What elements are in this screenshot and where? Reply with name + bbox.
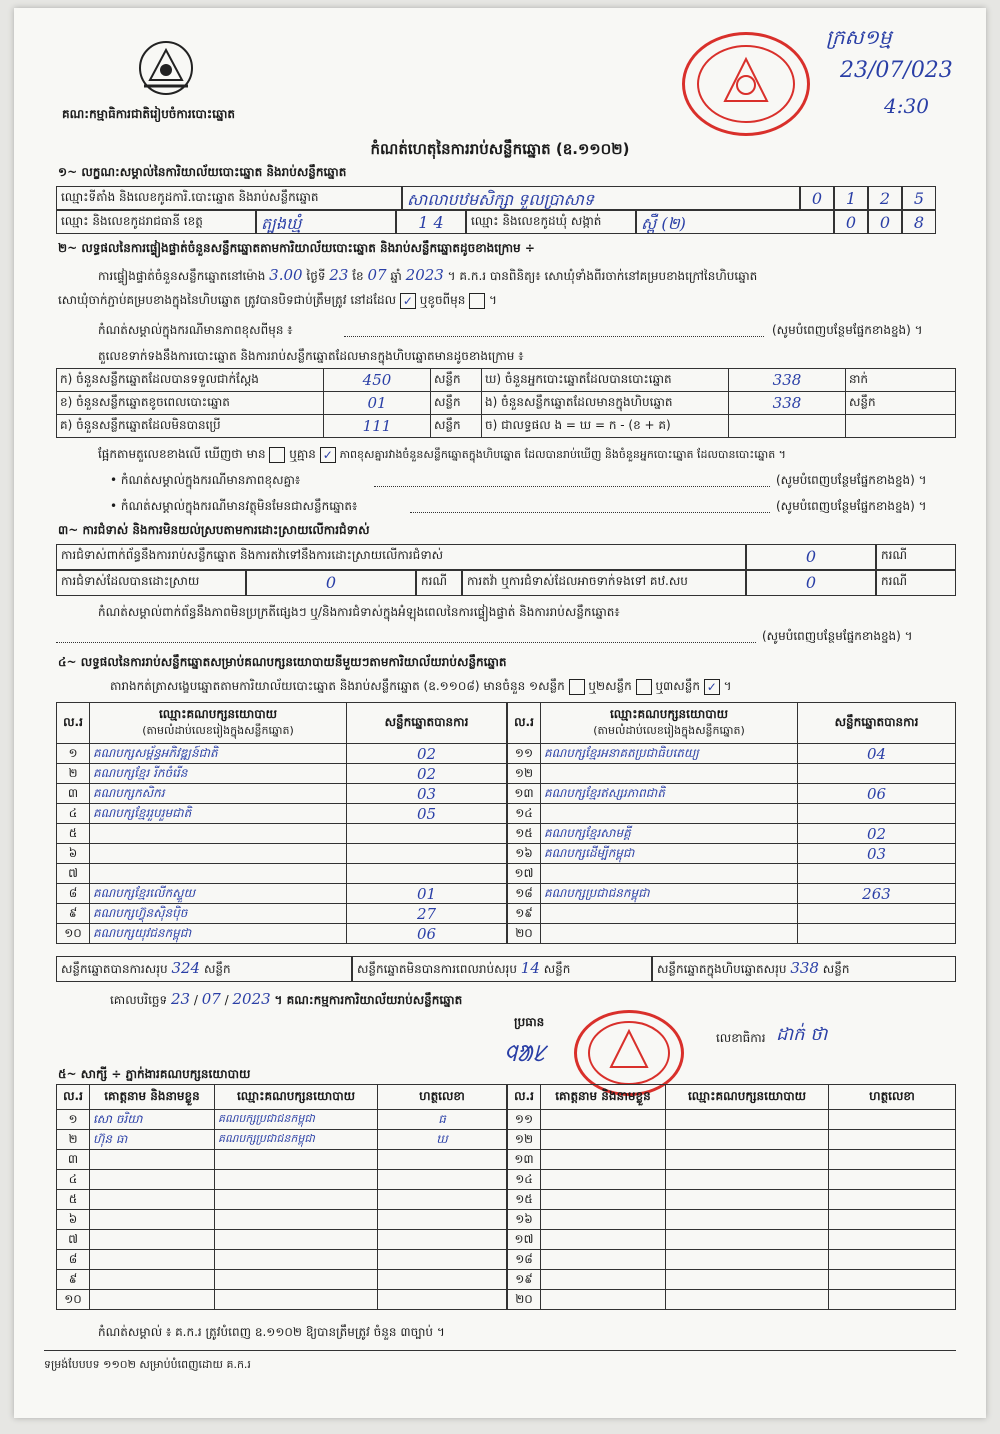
bullet-foreign-object: • កំណត់សម្គាល់ក្នុងករណីមានវត្ថុមិនមែនជាសន្លឹកឆ្នោត៖	[110, 499, 358, 513]
irregularity-note: កំណត់សម្គាល់ពាក់ព័ន្ធនឹងភាពមិនប្រក្រតីផ្សេងៗ ឬ/និងការជំទាស់ក្នុងអំឡុងពេលនៃការផ្ទៀងផ្ទាត់ និងការរាប់សន្លឹកឆ្នោត៖	[98, 605, 620, 619]
witness-signature	[829, 1170, 956, 1190]
site-name-label: ឈ្មោះទីតាំង និងលេខកូដការិ.បោះឆ្នោត និងរាប់សន្លឹកឆ្នោត	[56, 186, 402, 210]
row-number: ១	[57, 1110, 90, 1130]
row-number: ១០	[57, 1290, 90, 1310]
col-no: ល.រ	[57, 703, 90, 744]
witness-name	[541, 1230, 666, 1250]
party-name: គណបក្សដើម្បីកម្ពុជា	[541, 844, 798, 864]
col-party: ឈ្មោះគណបក្សនយោបាយ (តាមលំដាប់លេខរៀងក្នុងសន្លឹកឆ្នោត)	[90, 703, 347, 744]
witness-name	[541, 1190, 666, 1210]
commune-value: ស្ពឺ (២)	[636, 210, 834, 234]
party-votes: 03	[347, 784, 507, 804]
counts-row	[57, 369, 956, 392]
party-result-row	[57, 844, 507, 864]
party-votes	[798, 924, 956, 944]
commission-name: គណ:កម្មាធិការជាតិរៀបចំការបោះឆ្នោត	[62, 107, 236, 121]
handwritten-time: 4:30	[884, 94, 929, 118]
one-sheet-checkbox[interactable]	[569, 679, 585, 695]
party-votes	[798, 764, 956, 784]
count-unit-2	[846, 415, 956, 438]
official-red-stamp-icon	[682, 32, 810, 136]
witness-party	[215, 1210, 378, 1230]
witness-signature	[829, 1210, 956, 1230]
party-votes: 03	[798, 844, 956, 864]
row-number: ១៣	[508, 1150, 541, 1170]
party-name	[541, 904, 798, 924]
witness-party	[666, 1130, 829, 1150]
commune-label: ឈ្មោះ និងលេខកូដឃុំ សង្កាត់	[466, 210, 636, 234]
party-name	[90, 844, 347, 864]
row-number: ៥	[57, 824, 90, 844]
witness-row	[57, 1290, 507, 1310]
party-name: គណបក្សខ្មែរលើកស្ទួយ	[90, 884, 347, 904]
party-votes	[347, 844, 507, 864]
irregularity-note-line[interactable]	[56, 642, 756, 643]
count-value: 111	[324, 415, 431, 438]
resolved-unit: ករណី	[416, 570, 462, 596]
row-number: ៣	[57, 1150, 90, 1170]
witness-signature	[829, 1270, 956, 1290]
seal-check-line: សោឃុំចាក់ភ្ជាប់គម្របខាងក្នុងនៃហិបឆ្នោត ត្រូវបានបិទជាប់ត្រឹមត្រូវ នៅដដែល ✓ ឬខូចពីមុន ។	[58, 293, 497, 308]
party-votes	[798, 804, 956, 824]
footer-note: កំណត់សម្គាល់ ៖ គ.ក.រ ត្រូវបំពេញ ឧ.១១០២ ឱ្យបានត្រឹមត្រូវ ចំនួន ៣ច្បាប់ ។	[98, 1325, 445, 1339]
witness-party	[215, 1290, 378, 1310]
party-votes	[347, 824, 507, 844]
commune-code-digit: 0	[834, 210, 868, 234]
province-value: ត្បូងឃ្មុំ	[256, 210, 396, 234]
row-number: ៣	[57, 784, 90, 804]
witness-name	[541, 1150, 666, 1170]
row-number: ៦	[57, 1210, 90, 1230]
row-number: ១៤	[508, 804, 541, 824]
party-name: គណបក្សខ្មែរ រីកចំរើន	[90, 764, 347, 784]
party-result-row	[508, 904, 956, 924]
col-votes: សន្លឹកឆ្នោតបានការ	[347, 703, 507, 744]
secretary-signature: ដាក់ ថា	[776, 1024, 828, 1045]
two-sheets-checkbox[interactable]	[636, 679, 652, 695]
witness-row	[508, 1250, 956, 1270]
section5-heading: ៥~ សាក្សី ÷ ភ្នាក់ងារគណបក្សនយោបាយ	[58, 1067, 251, 1081]
witness-row	[508, 1230, 956, 1250]
witness-row	[57, 1170, 507, 1190]
witness-party	[215, 1170, 378, 1190]
resolved-label: ការជំទាស់ដែលបានដោះស្រាយ	[56, 570, 246, 596]
row-number: ១៦	[508, 1210, 541, 1230]
party-result-row	[508, 744, 956, 764]
row-number: ៤	[57, 1170, 90, 1190]
form-title: កំណត់ហេតុនៃការរាប់សន្លឹកឆ្នោត (ឧ.១១០២)	[370, 140, 630, 158]
witness-signature	[829, 1150, 956, 1170]
witness-name	[90, 1250, 215, 1270]
witness-row	[508, 1290, 956, 1310]
witness-row	[508, 1110, 956, 1130]
witness-row	[57, 1110, 507, 1130]
party-result-row	[57, 744, 507, 764]
verification-month: 07	[367, 266, 387, 284]
party-name	[541, 764, 798, 784]
row-number: ៩	[57, 1270, 90, 1290]
party-result-row	[57, 764, 507, 784]
party-result-row	[57, 864, 507, 884]
col-party: ឈ្មោះគណបក្សនយោបាយ	[666, 1085, 829, 1110]
section1-heading: ១~ លក្ខណ:សម្គាល់នៃការិយាល័យបោះឆ្នោត និងរាប់សន្លឹកឆ្នោត	[58, 165, 347, 179]
witness-signature	[378, 1170, 507, 1190]
appeal-unit: ករណី	[876, 570, 956, 596]
party-name	[541, 924, 798, 944]
party-name: គណបក្សហ៊្វុនស៊ិនប៉ិច	[90, 904, 347, 924]
witness-signature	[829, 1130, 956, 1150]
site-code-digit: 2	[868, 186, 902, 210]
chair-label: ប្រធាន	[514, 1015, 545, 1029]
count-value: 450	[324, 369, 431, 392]
witness-row	[508, 1150, 956, 1170]
col-party: ឈ្មោះគណបក្សនយោបាយ	[215, 1085, 378, 1110]
site-code-digit: 5	[902, 186, 936, 210]
party-votes	[347, 864, 507, 884]
row-number: ១២	[508, 1130, 541, 1150]
count-value-2	[729, 415, 846, 438]
witness-row	[508, 1210, 956, 1230]
witness-name	[90, 1150, 215, 1170]
row-number: ១៣	[508, 784, 541, 804]
party-result-row	[508, 784, 956, 804]
party-votes: 27	[347, 904, 507, 924]
party-result-row	[57, 824, 507, 844]
site-code-digit: 1	[834, 186, 868, 210]
box-total-value: 338	[790, 959, 819, 977]
row-number: ១៩	[508, 904, 541, 924]
party-name: គណបក្សកសិករ	[90, 784, 347, 804]
party-result-row	[508, 804, 956, 824]
objection-value: 0	[746, 544, 876, 570]
witness-party	[215, 1270, 378, 1290]
party-result-row	[57, 784, 507, 804]
party-name: គណបក្សខ្មែរសាមគ្គី	[541, 824, 798, 844]
resolved-value: 0	[246, 570, 416, 596]
witness-name	[90, 1270, 215, 1290]
verification-day: 23	[329, 266, 349, 284]
witness-party	[666, 1270, 829, 1290]
party-name: គណបក្សប្រជាជនកម្ពុជា	[541, 884, 798, 904]
party-votes: 02	[798, 824, 956, 844]
party-result-row	[57, 884, 507, 904]
party-result-row	[508, 844, 956, 864]
party-name	[541, 804, 798, 824]
witness-name	[541, 1210, 666, 1230]
witness-table-left	[56, 1084, 507, 1310]
witness-party	[666, 1170, 829, 1190]
footer-divider	[44, 1350, 956, 1351]
witness-row	[57, 1210, 507, 1230]
party-votes: 04	[798, 744, 956, 764]
section4-heading: ៤~ លទ្ធផលនៃការរាប់សន្លឹកឆ្នោតសម្រាប់គណបក្សនយោបាយនីមួយៗតាមការិយាល័យរាប់សន្លឹកឆ្នោត	[58, 655, 507, 669]
col-name: គោត្តនាម និងនាមខ្លួន	[90, 1085, 215, 1110]
witness-name	[541, 1110, 666, 1130]
invalid-total-cell: សន្លឹកឆ្នោតមិនបានការពេលរាប់សរុប 14 សន្លឹក	[352, 956, 652, 982]
row-number: ១១	[508, 1110, 541, 1130]
party-name: គណបក្សយុវជនកម្ពុជា	[90, 924, 347, 944]
witness-party	[215, 1230, 378, 1250]
count-value: 01	[324, 392, 431, 415]
witness-signature	[829, 1250, 956, 1270]
row-number: ២	[57, 1130, 90, 1150]
row-number: ១៧	[508, 864, 541, 884]
commune-code-digit: 8	[902, 210, 936, 234]
witness-row	[57, 1150, 507, 1170]
seal-note-label: កំណត់សម្គាល់ក្នុងករណីមានភាពខុសពីមុន ៖	[98, 323, 293, 337]
witness-row	[508, 1130, 956, 1150]
witness-signature	[829, 1290, 956, 1310]
party-votes: 05	[347, 804, 507, 824]
witness-signature	[378, 1190, 507, 1210]
counts-row	[57, 392, 956, 415]
handwritten-date: 23/07/023	[840, 58, 953, 83]
witness-row	[508, 1170, 956, 1190]
party-result-row	[57, 804, 507, 824]
count-unit: សន្លឹក	[431, 369, 482, 392]
witness-row	[57, 1250, 507, 1270]
witness-row	[57, 1190, 507, 1210]
party-result-row	[57, 924, 507, 944]
witness-signature	[378, 1290, 507, 1310]
row-number: ៥	[57, 1190, 90, 1210]
ballot-box-total-cell: សន្លឹកឆ្នោតក្នុងហិបឆ្នោតសរុប 338 សន្លឹក	[652, 956, 956, 982]
bullet-difference: • កំណត់សម្គាល់ក្នុងករណីមានភាពខុសគ្នា៖	[110, 473, 301, 487]
province-code: 1 4	[396, 210, 466, 234]
party-result-row	[57, 904, 507, 924]
secretary-label: លេខាធិការ	[716, 1031, 766, 1045]
count-value-2: 338	[729, 369, 846, 392]
row-number: ១៨	[508, 884, 541, 904]
witness-party	[666, 1230, 829, 1250]
has-difference-checkbox[interactable]	[269, 447, 285, 463]
witness-party	[666, 1210, 829, 1230]
row-number: ១៤	[508, 1170, 541, 1190]
col-no: ល.រ	[508, 1085, 541, 1110]
table-intro: តួលេខទាក់ទងនឹងការបោះឆ្នោត និងការរាប់សន្លឹកឆ្នោតដែលមានក្នុងហិបឆ្នោតមានដូចខាងក្រោម ៖	[98, 349, 524, 363]
witness-signature	[829, 1110, 956, 1130]
chair-signature: ᱧᱟᱥ	[504, 1042, 545, 1067]
witness-name	[90, 1230, 215, 1250]
witness-row	[57, 1270, 507, 1290]
party-votes	[798, 864, 956, 884]
row-number: ១២	[508, 764, 541, 784]
seal-note-line[interactable]	[344, 336, 764, 337]
date-line: គោលបរិច្ឆេទ 23 / 07 / 2023 ។ គណ:កម្មការការិយាល័យរាប់សន្លឹកឆ្នោត	[110, 990, 463, 1008]
count-value-2: 338	[729, 392, 846, 415]
witness-party	[215, 1150, 378, 1170]
counts-table	[56, 368, 956, 438]
count-label-2: ច) ជាលទ្ធផល ង = ឃ = ក - (ខ + គ)	[482, 415, 729, 438]
row-number: ១០	[57, 924, 90, 944]
discrepancy-line: ផ្អែកតាមតួលេខខាងលើ ឃើញថា មាន ឬគ្មាន ✓ ភាពខុសគ្នារវាងចំនួនសន្លឹកឆ្នោតក្នុងហិបឆ្នោត ដែលបានរាប់ឃើញ និងចំនួនអ្នកបោះឆ្នោត ដែលបានបោះឆ្នោត ។	[98, 447, 786, 462]
witness-name	[541, 1270, 666, 1290]
witness-signature: ឃ	[378, 1130, 507, 1150]
results-table-left	[56, 702, 507, 944]
row-number: ២០	[508, 924, 541, 944]
summary-sheet-line: តារាងកត់ត្រាសង្ខេបឆ្នោតតាមការិយាល័យបោះឆ្នោត និងរាប់សន្លឹកឆ្នោត (ឧ.១១០៨) មានចំនួន ១សន្លឹក ឬ២សន្លឹក ឬ៣សន្លឹក ✓ ។	[110, 679, 732, 694]
objection-unit: ករណី	[876, 544, 956, 570]
count-label-2: ង) ចំនួនសន្លឹកឆ្នោតដែលមានក្នុងហិបឆ្នោត	[482, 392, 729, 415]
witness-party: គណបក្សប្រជាជនកម្ពុជា	[215, 1110, 378, 1130]
col-votes: សន្លឹកឆ្នោតបានការ	[798, 703, 956, 744]
witness-signature: ធ	[378, 1110, 507, 1130]
party-votes: 02	[347, 764, 507, 784]
witness-name	[90, 1210, 215, 1230]
count-unit: សន្លឹក	[431, 392, 482, 415]
row-number: ៨	[57, 1250, 90, 1270]
witness-signature	[378, 1150, 507, 1170]
section2-heading: ២~ លទ្ធផលនៃការផ្ទៀងផ្ទាត់ចំនួនសន្លឹកឆ្នោតតាមការិយាល័យបោះឆ្នោត និងរាប់សន្លឹកឆ្នោតដូចខាងក្រោម ÷	[58, 241, 535, 255]
valid-total-cell: សន្លឹកឆ្នោតបានការសរុប 324 សន្លឹក	[56, 956, 352, 982]
witness-signature	[378, 1210, 507, 1230]
party-votes: 01	[347, 884, 507, 904]
witness-party	[215, 1250, 378, 1270]
foreign-hint: (សូមបំពេញបន្ថែមផ្នែកខាងខ្នង) ។	[776, 499, 927, 513]
row-number: ១៧	[508, 1230, 541, 1250]
witness-party	[666, 1150, 829, 1170]
witness-name	[541, 1170, 666, 1190]
invalid-total-value: 14	[520, 959, 540, 977]
col-name: គោត្តនាម និងនាមខ្លួន	[541, 1085, 666, 1110]
witness-party: គណបក្សប្រជាជនកម្ពុជា	[215, 1130, 378, 1150]
witness-row	[508, 1270, 956, 1290]
col-sign: ហត្ថលេខា	[829, 1085, 956, 1110]
witness-name	[90, 1290, 215, 1310]
difference-hint: (សូមបំពេញបន្ថែមផ្នែកខាងខ្នង) ។	[776, 473, 927, 487]
witness-signature	[829, 1230, 956, 1250]
witness-name	[90, 1190, 215, 1210]
party-votes: 06	[347, 924, 507, 944]
row-number: ៧	[57, 864, 90, 884]
row-number: ២០	[508, 1290, 541, 1310]
objection-label: ការជំទាស់ពាក់ព័ន្ធនឹងការរាប់សន្លឹកឆ្នោត និងការតវ៉ាទៅនឹងការដោះស្រាយលើការជំទាស់	[56, 544, 746, 570]
row-number: ១៦	[508, 844, 541, 864]
count-unit-2: នាក់	[846, 369, 956, 392]
party-result-row	[508, 884, 956, 904]
row-number: ៩	[57, 904, 90, 924]
row-number: ១៩	[508, 1270, 541, 1290]
witness-signature	[378, 1250, 507, 1270]
col-no: ល.រ	[57, 1085, 90, 1110]
witness-row	[57, 1130, 507, 1150]
seal-note-hint: (សូមបំពេញបន្ថែមផ្នែកខាងខ្នង) ។	[772, 323, 923, 337]
witness-signature	[829, 1190, 956, 1210]
party-votes: 06	[798, 784, 956, 804]
party-name: គណបក្សខ្មែររួបរួមជាតិ	[90, 804, 347, 824]
three-sheets-checkbox[interactable]: ✓	[704, 679, 720, 695]
witness-row	[508, 1190, 956, 1210]
results-table-right	[507, 702, 956, 944]
party-result-row	[508, 824, 956, 844]
counts-row	[57, 415, 956, 438]
witness-row	[57, 1230, 507, 1250]
witness-name: សោ ចរិយា	[90, 1110, 215, 1130]
col-no: ល.រ	[508, 703, 541, 744]
party-name: គណបក្សសម្ព័ន្ធអភិវឌ្ឍន៍ជាតិ	[90, 744, 347, 764]
row-number: ៦	[57, 844, 90, 864]
witness-table-right	[507, 1084, 956, 1310]
party-votes: 263	[798, 884, 956, 904]
witness-party	[666, 1190, 829, 1210]
appeal-label: ការតវ៉ា ឬការជំទាស់ដែលអាចទាក់ទងទៅ គឋ.សប	[462, 570, 746, 596]
col-sign: ហត្ថលេខា	[378, 1085, 507, 1110]
col-party: ឈ្មោះគណបក្សនយោបាយ (តាមលំដាប់លេខរៀងក្នុងសន្លឹកឆ្នោត)	[541, 703, 798, 744]
form-sheet	[14, 8, 986, 1418]
site-name-value: សាលាបឋមសិក្សា ទួលប្រាសាទ	[402, 186, 800, 210]
row-number: ១៥	[508, 824, 541, 844]
witness-name: ហ៊ុន ធា	[90, 1130, 215, 1150]
handwritten-code: ក្រស១ម្ម	[826, 25, 892, 49]
row-number: ១៥	[508, 1190, 541, 1210]
count-label: គ) ចំនួនសន្លឹកឆ្នោតដែលមិនបានប្រើ	[57, 415, 324, 438]
party-result-row	[508, 864, 956, 884]
witness-name	[541, 1250, 666, 1270]
royal-emblem-icon	[134, 36, 198, 100]
count-label: ខ) ចំនួនសន្លឹកឆ្នោតខូចពេលបោះឆ្នោត	[57, 392, 324, 415]
witness-name	[541, 1130, 666, 1150]
section3-heading: ៣~ ការជំទាស់ និងការមិនយល់ស្របតាមការដោះស្រាយលើការជំទាស់	[58, 523, 370, 537]
party-votes: 02	[347, 744, 507, 764]
row-number: ២	[57, 764, 90, 784]
footer-form-ref: ទម្រង់បែបបទ ១១០២ សម្រាប់បំពេញដោយ គ.ក.រ	[44, 1358, 251, 1371]
count-label: ក) ចំនួនសន្លឹកឆ្នោតដែលបានទទួលជាក់ស្តែង	[57, 369, 324, 392]
witness-party	[215, 1190, 378, 1210]
commune-code-digit: 0	[868, 210, 902, 234]
difference-note-line[interactable]	[374, 486, 770, 487]
party-result-row	[508, 764, 956, 784]
foreign-note-line[interactable]	[410, 512, 770, 513]
party-name	[90, 864, 347, 884]
party-name: គណបក្សខ្មែរអនាគតប្រជាធិបតេយ្យ	[541, 744, 798, 764]
row-number: ១១	[508, 744, 541, 764]
party-name	[541, 864, 798, 884]
witness-signature	[378, 1270, 507, 1290]
row-number: ៤	[57, 804, 90, 824]
row-number: ៨	[57, 884, 90, 904]
damaged-checkbox[interactable]	[469, 293, 485, 309]
irregularity-hint: (សូមបំពេញបន្ថែមផ្នែកខាងខ្នង) ។	[762, 629, 913, 643]
site-code-digit: 0	[800, 186, 834, 210]
intact-checkbox[interactable]: ✓	[400, 293, 416, 309]
count-label-2: ឃ) ចំនួនអ្នកបោះឆ្នោតដែលបានបោះឆ្នោត	[482, 369, 729, 392]
verification-line: ការផ្ទៀងផ្ទាត់ចំនួនសន្លឹកឆ្នោតនៅម៉ោង 3.00 ថ្ងៃទី 23 ខែ 07 ឆ្នាំ 2023 ។ គ.ក.រ បានពិនិត្យ៖ សោឃុំទាំងពីរចាក់នៅគម្របខាងក្រៅនៃហិបឆ្នោត	[98, 266, 758, 284]
party-votes	[798, 904, 956, 924]
no-difference-checkbox[interactable]: ✓	[320, 447, 336, 463]
row-number: ៧	[57, 1230, 90, 1250]
party-name	[90, 824, 347, 844]
witness-party	[666, 1250, 829, 1270]
verification-year: 2023	[405, 266, 444, 284]
valid-total-value: 324	[171, 959, 201, 977]
witness-name	[541, 1290, 666, 1310]
count-unit-2: សន្លឹក	[846, 392, 956, 415]
party-result-row	[508, 924, 956, 944]
row-number: ១	[57, 744, 90, 764]
verification-time: 3.00	[269, 266, 303, 284]
appeal-value: 0	[746, 570, 876, 596]
witness-signature	[378, 1230, 507, 1250]
witness-party	[666, 1290, 829, 1310]
witness-name	[90, 1170, 215, 1190]
row-number: ១៨	[508, 1250, 541, 1270]
count-unit: សន្លឹក	[431, 415, 482, 438]
witness-party	[666, 1110, 829, 1130]
province-label: ឈ្មោះ និងលេខកូដរាជធានី ខេត្ត	[56, 210, 256, 234]
party-name: គណបក្សខ្មែរឥស្សរភាពជាតិ	[541, 784, 798, 804]
